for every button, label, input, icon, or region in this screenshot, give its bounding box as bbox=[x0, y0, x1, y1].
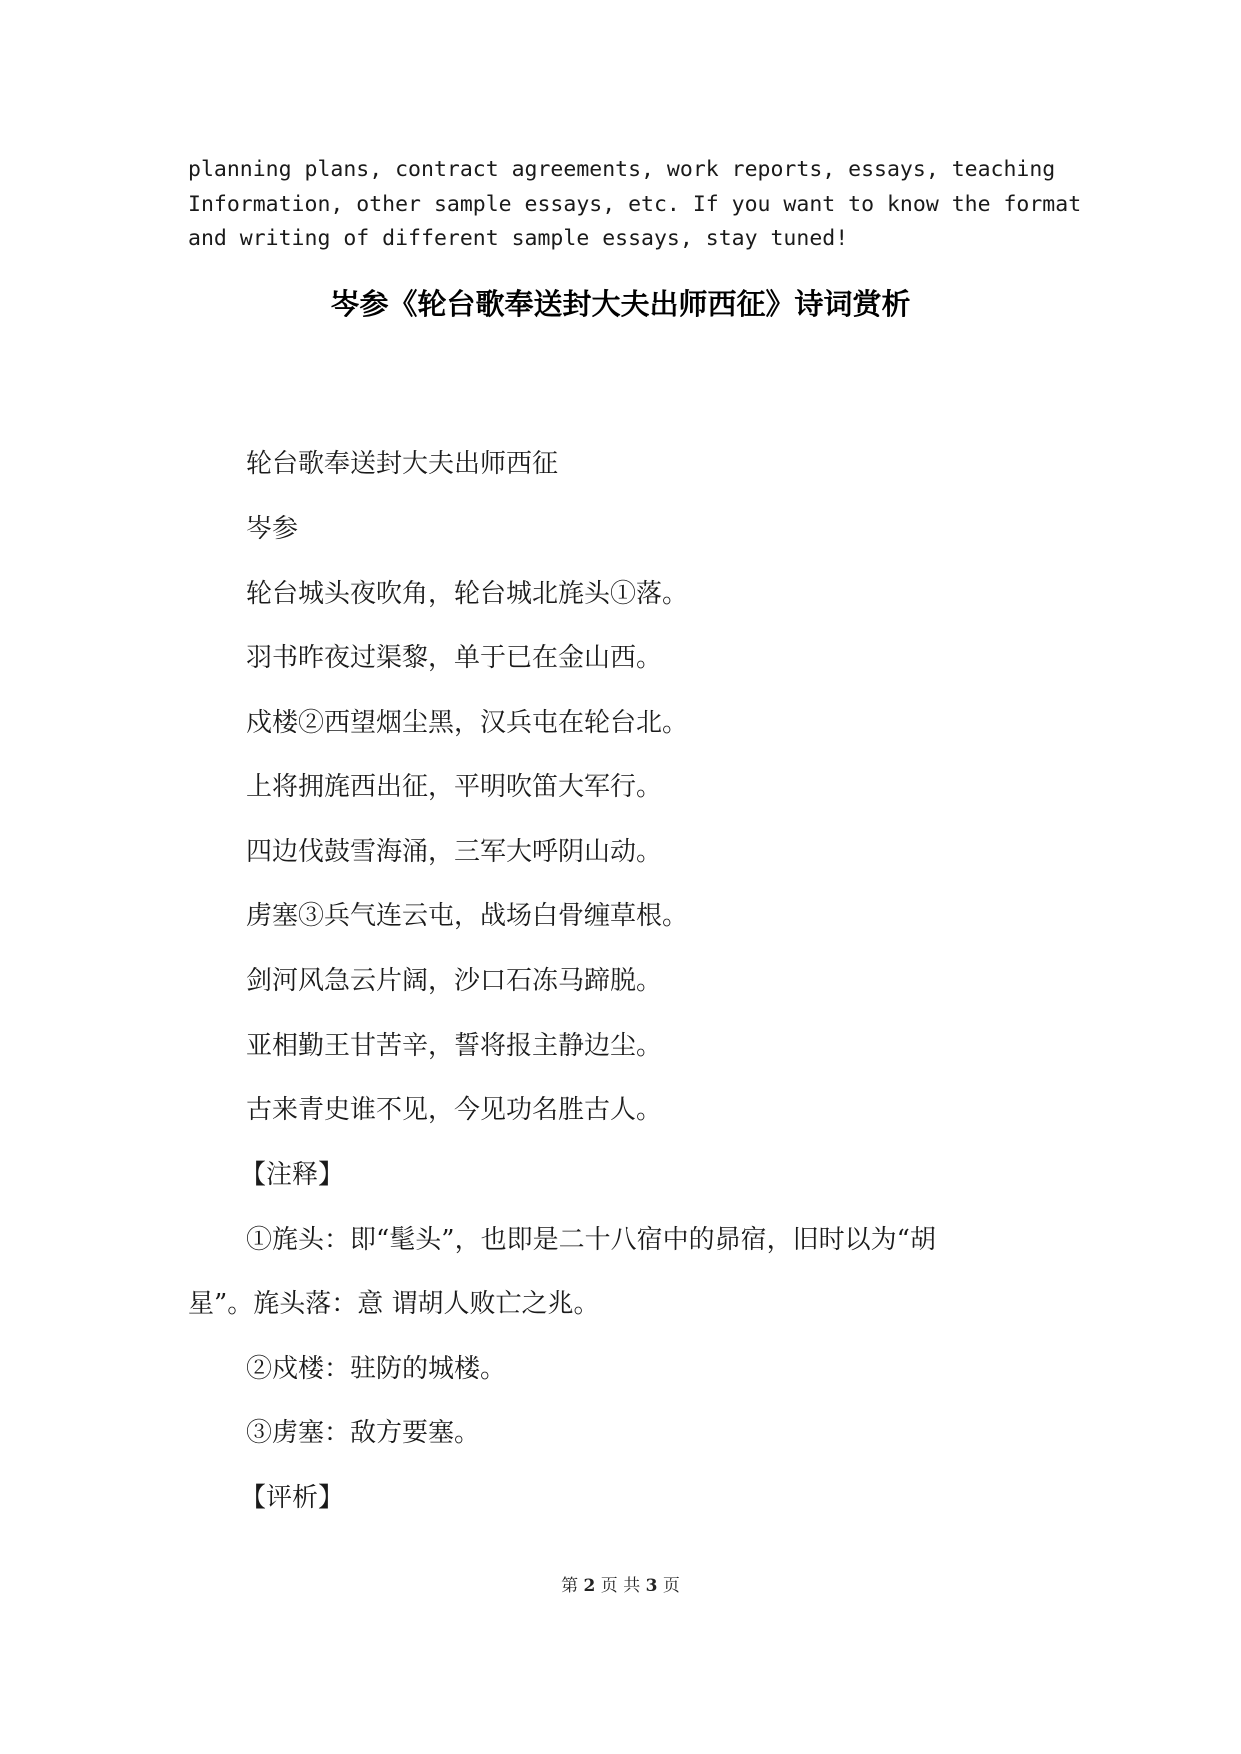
note-1-line-2: 星”。旄头落：意 谓胡人败亡之兆。 bbox=[188, 1289, 600, 1319]
poem-line: 轮台城头夜吹角，轮台城北旄头①落。 bbox=[246, 579, 689, 609]
poem-line: 剑河风急云片阔，沙口石冻马蹄脱。 bbox=[246, 966, 663, 996]
poem-author: 岑参 bbox=[246, 514, 299, 544]
page-footer bbox=[0, 1574, 1241, 1598]
note-3: ③虏塞：敌方要塞。 bbox=[246, 1418, 481, 1448]
footer-middle: 页 共 bbox=[600, 1576, 641, 1596]
notes-heading: 【注释】 bbox=[240, 1160, 345, 1190]
poem-line: 亚相勤王甘苦辛，誓将报主静边尘。 bbox=[246, 1031, 663, 1061]
footer-suffix: 页 bbox=[662, 1576, 680, 1596]
intro-paragraph bbox=[188, 153, 1082, 257]
poem-line: 四边伐鼓雪海涌，三军大呼阴山动。 bbox=[246, 837, 663, 867]
poem-line: 羽书昨夜过渠黎，单于已在金山西。 bbox=[246, 643, 663, 673]
document-title: 岑参《轮台歌奉送封大夫出师西征》诗词赏析 bbox=[330, 287, 911, 321]
poem-title: 轮台歌奉送封大夫出师西征 bbox=[246, 449, 559, 479]
current-page-number: 2 bbox=[583, 1576, 596, 1596]
intro-line: and writing of different sample essays, stay tuned! bbox=[188, 226, 849, 251]
footer-prefix: 第 bbox=[561, 1576, 579, 1596]
intro-line: planning plans, contract agreements, work reports, essays, teaching bbox=[188, 157, 1056, 182]
poem-line: 古来青史谁不见，今见功名胜古人。 bbox=[246, 1095, 663, 1125]
analysis-heading: 【评析】 bbox=[240, 1483, 345, 1513]
total-page-number: 3 bbox=[645, 1576, 658, 1596]
note-2: ②戍楼：驻防的城楼。 bbox=[246, 1354, 507, 1384]
poem-line: 戍楼②西望烟尘黑，汉兵屯在轮台北。 bbox=[246, 708, 689, 738]
note-1-line-1: ①旄头：即“髦头”，也即是二十八宿中的昴宿，旧时以为“胡 bbox=[246, 1225, 936, 1255]
poem-line: 虏塞③兵气连云屯，战场白骨缠草根。 bbox=[246, 901, 689, 931]
poem-line: 上将拥旄西出征，平明吹笛大军行。 bbox=[246, 772, 663, 802]
intro-line: Information, other sample essays, etc. If you want to know the format bbox=[188, 191, 1082, 217]
